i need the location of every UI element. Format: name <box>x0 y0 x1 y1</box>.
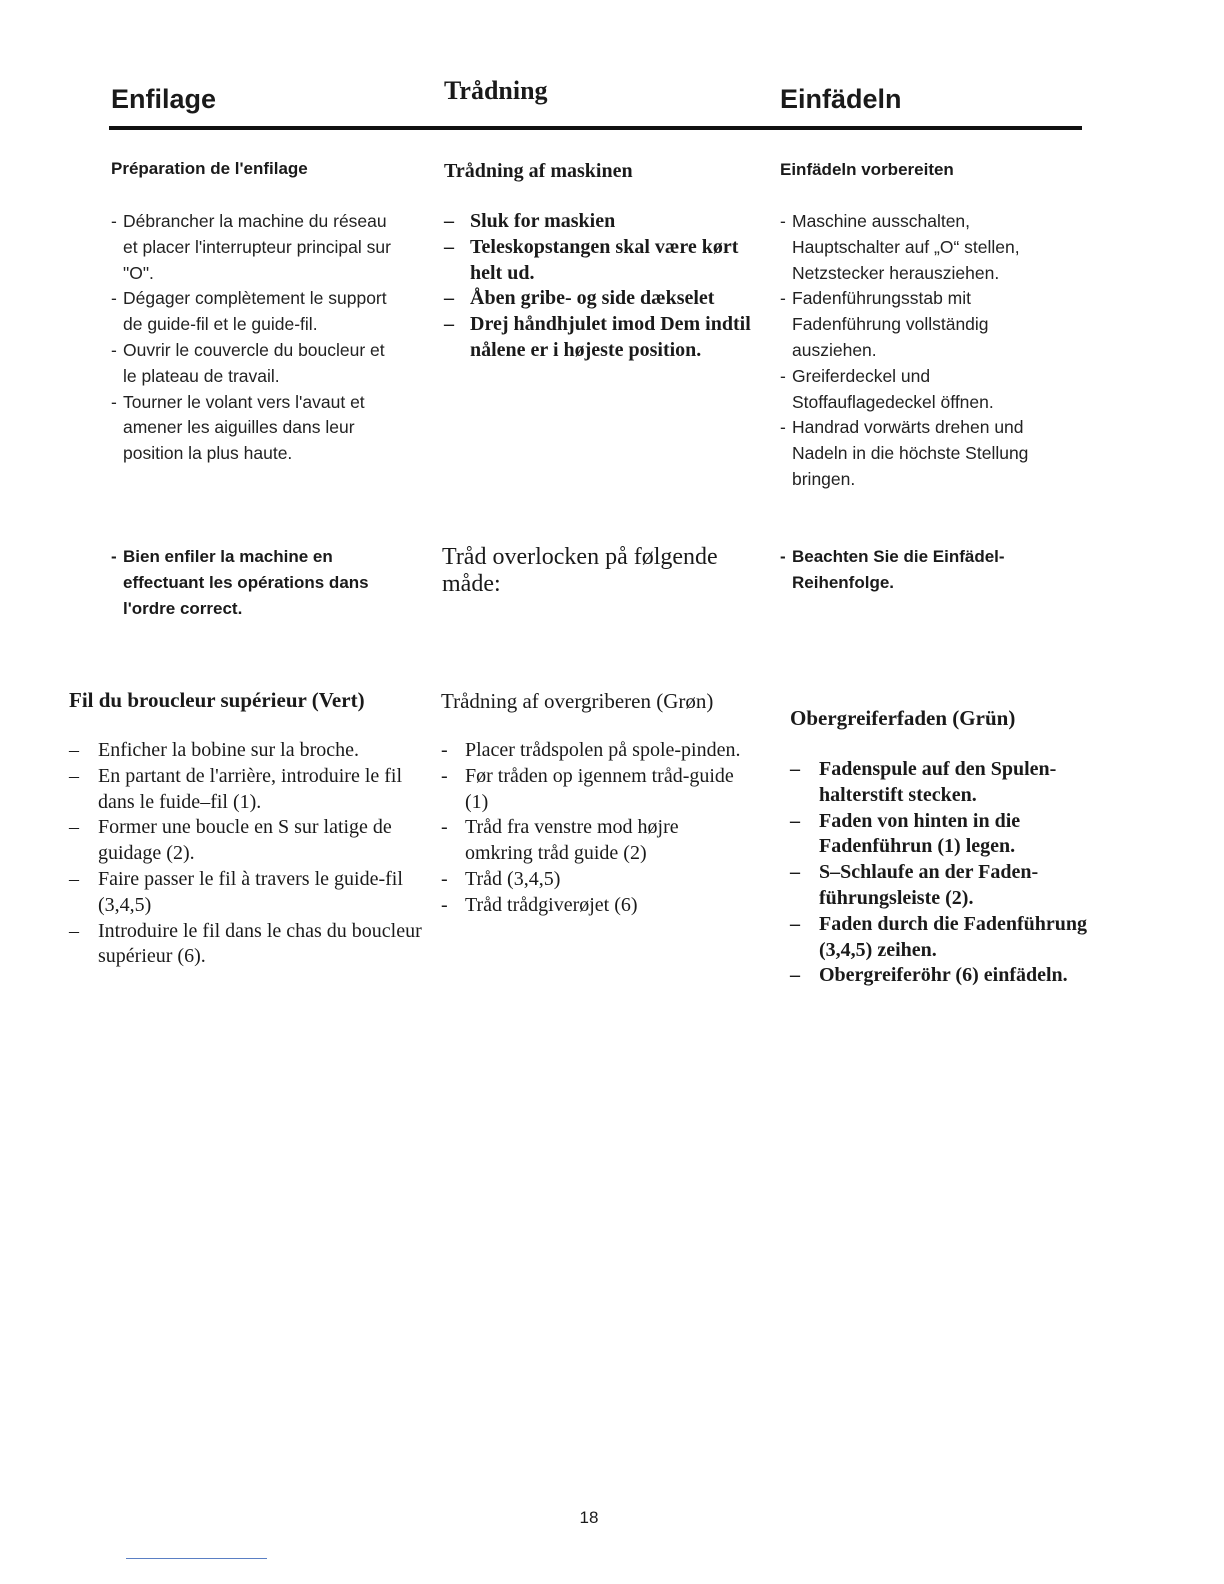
prep-heading-fr: Préparation de l'enfilage <box>111 159 308 178</box>
prep-heading-da: Trådning af maskinen <box>444 160 633 182</box>
list-item: – Faden durch die Fadenführung (3,4,5) zeihen. <box>790 912 1088 961</box>
list-item: - Dégager complètement le support de guide-fil et le guide-fil. <box>111 288 387 335</box>
list-item: - Tourner le volant vers l'avaut et amener les aiguilles dans leur position la plus haute. <box>111 391 365 464</box>
title-de: Einfädeln <box>780 84 902 114</box>
list-item: – Faire passer le fil à travers le guide-fil (3,4,5) <box>69 867 403 916</box>
list-item: - Ouvrir le couvercle du boucleur et le plateau de travail. <box>111 339 385 386</box>
upper-list-da <box>441 738 741 919</box>
upper-heading-fr: Fil du broucleur supérieur (Vert) <box>69 688 365 712</box>
list-item: – En partant de l'arrière, introduire le fil dans le fuide–fil (1). <box>69 764 403 813</box>
list-item: – Obergreiferöhr (6) einfädeln. <box>790 964 1068 987</box>
list-item: - Handrad vorwärts drehen und Nadeln in die höchste Stellung bringen. <box>780 417 1029 489</box>
footer-divider <box>126 1558 267 1559</box>
title-fr: Enfilage <box>111 84 217 114</box>
list-item: - Bien enfiler la machine en effectuant les opérations dans l'ordre correct. <box>111 547 369 618</box>
list-item: - Débrancher la machine du réseau et placer l'interrupteur principal sur "O". <box>111 211 391 283</box>
list-item: - Beachten Sie die Einfädel-Reihenfolge. <box>780 547 1005 592</box>
list-item: – Drej håndhjulet imod Dem indtil nålene er i højeste position. <box>444 313 751 361</box>
list-item: - Tråd fra venstre mod højre omkring tråd guide (2) <box>441 816 679 865</box>
list-item: – Introduire le fil dans le chas du boucleur supérieur (6). <box>69 919 422 968</box>
upper-list-fr <box>69 738 429 970</box>
order-note-de <box>780 544 1050 596</box>
order-note-da: Tråd overlocken på følgende måde: <box>442 544 718 597</box>
list-item: – Faden von hinten in die Fadenführun (1) legen. <box>790 809 1021 858</box>
order-note-fr <box>111 544 391 621</box>
prep-list-da <box>444 209 754 364</box>
list-item: - Tråd trådgiverøjet (6) <box>441 893 638 916</box>
prep-list-fr <box>111 209 401 467</box>
header-rule <box>109 126 1082 130</box>
page-number: 18 <box>579 1508 599 1527</box>
upper-list-de <box>790 757 1095 989</box>
list-item: - Fadenführungsstab mit Fadenführung vollständig ausziehen. <box>780 288 989 360</box>
prep-heading-de: Einfädeln vorbereiten <box>780 160 954 179</box>
prep-list-de <box>780 209 1070 493</box>
list-item: - Maschine ausschalten, Hauptschalter auf „O“ stellen, Netzstecker herausziehen. <box>780 211 1020 283</box>
list-item: - Tråd (3,4,5) <box>441 867 561 890</box>
list-item: – Sluk for maskien <box>444 210 616 232</box>
upper-heading-de: Obergreiferfaden (Grün) <box>790 706 1016 730</box>
list-item: – Åben gribe- og side dækselet <box>444 287 715 310</box>
list-item: – Former une boucle en S sur latige de guidage (2). <box>69 816 392 865</box>
list-item: - Før tråden op igennem tråd-guide (1) <box>441 764 734 813</box>
list-item: – Enficher la bobine sur la broche. <box>69 739 360 761</box>
list-item: - Placer trådspolen på spole-pinden. <box>441 739 741 761</box>
list-item: – Teleskopstangen skal være kørt helt ud. <box>444 235 739 284</box>
title-da: Trådning <box>444 76 548 105</box>
list-item: – Fadenspule auf den Spulen-halterstift stecken. <box>790 758 1057 806</box>
list-item: - Greiferdeckel und Stoffauflagedeckel öffnen. <box>780 365 994 412</box>
list-item: – S–Schlaufe an der Faden-führungsleiste (2). <box>790 861 1039 909</box>
upper-heading-da: Trådning af overgriberen (Grøn) <box>441 689 714 713</box>
